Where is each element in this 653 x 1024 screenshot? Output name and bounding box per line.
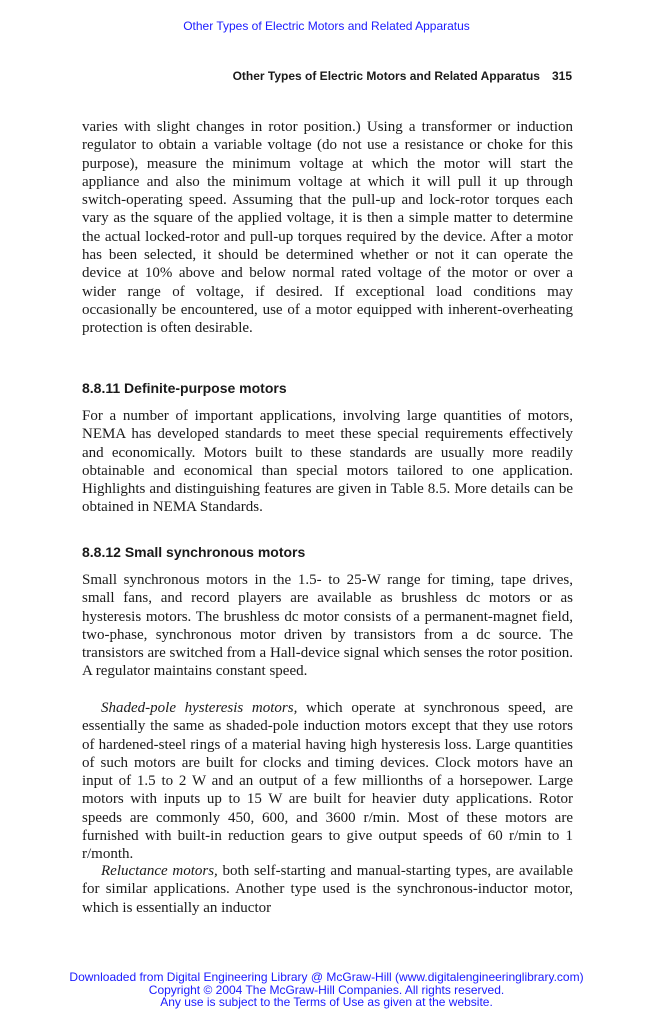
paragraph-hysteresis-body: which operate at synchronous speed, are essentially the same as shaded-pole induction motors except that they use rotors of hardened-steel rings of a material having high hysteresis loss. Large quantities of such motors are built for clocks and timing devices. Clock motors have an input of 1.5 to 2 W and an output of a few millionths of a horsepower. Large motors with inputs up to 15 W are built for heavier duty applications. Rotor speeds are commonly 450, 600, and 3600 r/min. Most of these motors are furnished with built-in reduction gears to give output speeds of 60 r/min to 1 r/month. — [82, 700, 573, 863]
page-number: 315 — [551, 69, 572, 83]
paragraph-reluctance-motors — [82, 862, 573, 917]
top-banner: Other Types of Electric Motors and Related Apparatus — [183, 19, 470, 33]
paragraph-small-synchronous: Small synchronous motors in the 1.5- to 25-W range for timing, tape drives, small fans, and record players are available as brushless dc motors or as hysteresis motors. The brushless dc motor consists of a permanent-magnet field, two-phase, synchronous motor driven by transistors from a dc source. The transistors are switched from a Hall-device signal which senses the rotor position. A regulator maintains constant speed. — [82, 572, 573, 680]
section-heading-definite-purpose: 8.8.11 Definite-purpose motors — [82, 380, 287, 396]
footer — [0, 971, 653, 1009]
section-heading-small-synchronous: 8.8.12 Small synchronous motors — [82, 544, 306, 560]
footer-download-link[interactable]: Downloaded from Digital Engineering Library @ McGraw-Hill (www.digitalengineeringlibrary.com) — [69, 970, 584, 984]
footer-terms-link[interactable]: Any use is subject to the Terms of Use as given at the website. — [160, 995, 493, 1009]
running-head-title: Other Types of Electric Motors and Related Apparatus — [232, 69, 540, 83]
paragraph-rotor-voltage: varies with slight changes in rotor position.) Using a transformer or induction regulator to obtain a variable voltage (do not use a resistance or choke for this purpose), measure the minimum voltage at which the motor will start the appliance and also the minimum voltage at which it will pull it up through switch-operating speed. Assuming that the pull-up and lock-rotor torques each vary as the square of the applied voltage, it is then a simple matter to determine the actual locked-rotor and pull-up torques required by the device. After a motor has been selected, it should be determined whether or not it can operate the device at 10% above and below normal rated voltage of the motor or over a wider range of voltage, if desired. If exceptional load conditions may occasionally be encountered, use of a motor equipped with inherent-overheating protection is often desirable. — [82, 119, 573, 337]
running-head — [233, 69, 572, 83]
paragraph-definite-purpose: For a number of important applications, involving large quantities of motors, NEMA has developed standards to meet these special requirements effectively and economically. Motors built to these standards are usually more readily obtainable and economical than special motors tailored to one application. Highlights and distinguishing features are given in Table 8.5. More details can be obtained in NEMA Standards. — [82, 408, 573, 516]
footer-copyright: Copyright © 2004 The McGraw-Hill Companies. All rights reserved. — [148, 982, 505, 997]
paragraph-reluctance-body: both self-starting and manual-starting types, are available for similar applications. Another type used is the synchronous-inductor motor, which is essentially an inductor — [82, 863, 574, 916]
term-reluctance-motors: Reluctance motors, — [101, 863, 218, 879]
paragraph-hysteresis-motors — [82, 699, 573, 864]
term-hysteresis-motors: Shaded-pole hysteresis motors, — [101, 700, 298, 716]
